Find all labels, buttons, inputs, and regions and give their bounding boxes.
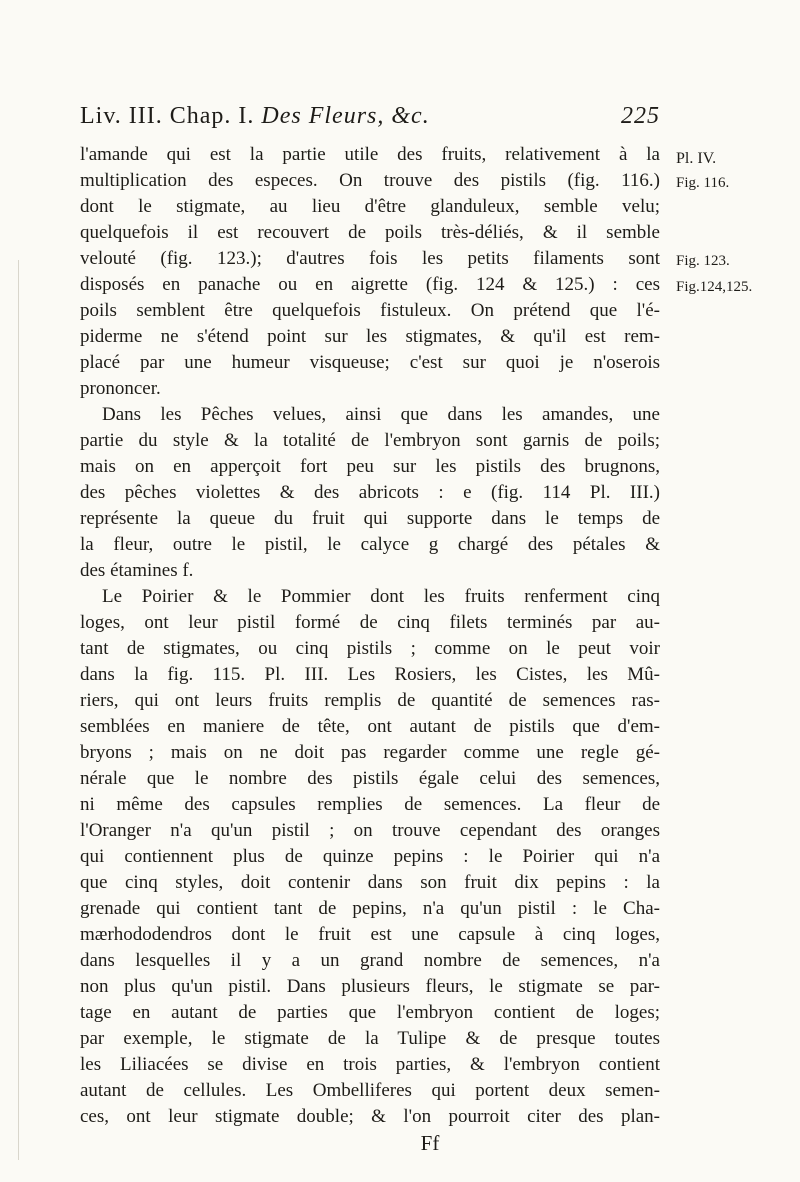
text-line: représente la queue du fruit qui supporte dans le temps de <box>80 508 660 529</box>
text-line: Le Poirier & le Pommier dont les fruits renferment cinq <box>102 586 660 607</box>
text-line: qui contiennent plus de quinze pepins : le Poirier qui n'a <box>80 846 660 867</box>
text-line: placé par une humeur visqueuse; c'est sur quoi je n'oserois <box>80 352 660 373</box>
signature-mark: Ff <box>420 1131 440 1155</box>
text-line: Dans les Pêches velues, ainsi que dans les amandes, une <box>102 404 660 425</box>
text-line: mærhododendros dont le fruit est une capsule à cinq loges, <box>80 924 660 945</box>
text-line: des pêches violettes & des abricots : e (fig. 114 Pl. III.) <box>80 482 660 503</box>
margin-note-plate: Pl. IV. <box>676 150 717 167</box>
text-line: la fleur, outre le pistil, le calyce g chargé des pétales & <box>80 534 660 555</box>
text-line: piderme ne s'étend point sur les stigmates, & qu'il est rem- <box>80 326 660 347</box>
text-line: quelquefois il est recouvert de poils très-déliés, & il semble <box>80 222 660 243</box>
page-number: 225 <box>621 103 660 129</box>
text-line: que cinq styles, doit contenir dans son fruit dix pepins : la <box>80 872 660 893</box>
text-line: tant de stigmates, ou cinq pistils ; comme on le peut voir <box>80 638 660 659</box>
text-line: l'Oranger n'a qu'un pistil ; on trouve cependant des oranges <box>80 820 660 841</box>
text-line: prononcer. <box>80 378 161 399</box>
running-header <box>80 103 660 135</box>
text-line: dont le stigmate, au lieu d'être glanduleux, semble velu; <box>80 196 660 217</box>
text-line: loges, ont leur pistil formé de cinq filets terminés par au- <box>80 612 660 633</box>
margin-note-figure: Fig. 116. <box>676 175 730 191</box>
text-line: l'amande qui est la partie utile des fruits, relativement à la <box>80 144 660 165</box>
text-line: riers, qui ont leurs fruits remplis de quantité de semences ras- <box>80 690 660 711</box>
text-line: multiplication des especes. On trouve des pistils (fig. 116.) <box>80 170 660 191</box>
text-line: partie du style & la totalité de l'embryon sont garnis de poils; <box>80 430 660 451</box>
text-line: mais on en apperçoit fort peu sur les pistils des brugnons, <box>80 456 660 477</box>
margin-note-figure: Fig. 123. <box>676 253 730 269</box>
text-line: dans la fig. 115. Pl. III. Les Rosiers, les Cistes, les Mû- <box>80 664 660 685</box>
text-line: ni même des capsules remplies de semences. La fleur de <box>80 794 660 815</box>
text-line: ces, ont leur stigmate double; & l'on pourroit citer des plan- <box>80 1106 660 1127</box>
text-line: autant de cellules. Les Ombelliferes qui portent deux semen- <box>80 1080 660 1101</box>
text-line: par exemple, le stigmate de la Tulipe & de presque toutes <box>80 1028 660 1049</box>
text-line: non plus qu'un pistil. Dans plusieurs fleurs, le stigmate se par- <box>80 976 660 997</box>
text-line: poils semblent être quelquefois fistuleux. On prétend que l'é- <box>80 300 660 321</box>
text-line: des étamines f. <box>80 560 194 581</box>
text-line: bryons ; mais on ne doit pas regarder comme une regle gé- <box>80 742 660 763</box>
text-line: dans lesquelles il y a un grand nombre de semences, n'a <box>80 950 660 971</box>
margin-note-figure: Fig.124,125. <box>676 279 753 295</box>
text-line: grenade qui contient tant de pepins, n'a qu'un pistil : le Cha- <box>80 898 660 919</box>
text-line: semblées en maniere de tête, ont autant de pistils que d'em- <box>80 716 660 737</box>
text-line: nérale que le nombre des pistils égale celui des semences, <box>80 768 660 789</box>
gutter-shadow <box>18 260 19 1160</box>
running-title-text: Liv. III. Chap. I. <box>80 103 255 129</box>
text-line: velouté (fig. 123.); d'autres fois les petits filaments sont <box>80 248 660 269</box>
text-line: tage en autant de parties que l'embryon contient de loges; <box>80 1002 660 1023</box>
text-line: disposés en panache ou en aigrette (fig. 124 & 125.) : ces <box>80 274 660 295</box>
running-title <box>80 103 430 130</box>
text-line: les Liliacées se divise en trois parties, & l'embryon contient <box>80 1054 660 1075</box>
section-title: Des Fleurs, &c. <box>261 103 430 129</box>
